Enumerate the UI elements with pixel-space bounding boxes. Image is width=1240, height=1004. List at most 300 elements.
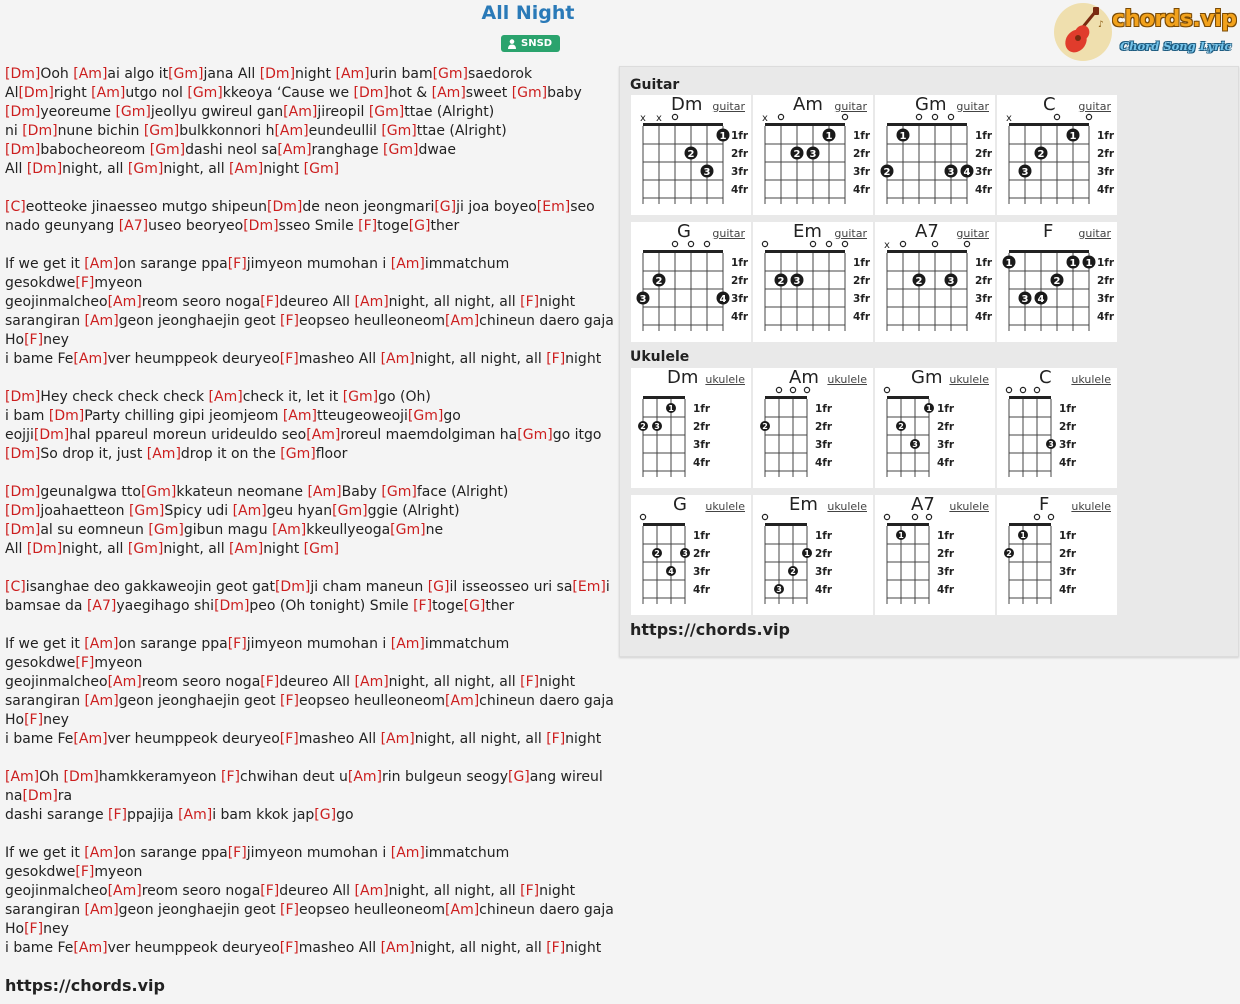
lyric-text: ney [43,332,69,348]
fret-label: 4fr [975,184,993,196]
lyric-text: joahaetteon [40,503,129,519]
chord-tag[interactable]: [Dm] [5,104,41,120]
lyric-text: i bame Fe [5,940,74,956]
chord-tag[interactable]: [C] [5,199,26,215]
lyric-text: eotteoke jinaesseo mutgo shipeun [25,199,267,215]
chord-tag[interactable]: [Am] [178,807,213,823]
lyric-text: ther [485,598,515,614]
chord-tag[interactable]: [Am] [229,161,264,177]
finger-dot [1035,147,1048,161]
lyric-text: i bame Fe [5,351,74,367]
chord-tag[interactable]: [Am] [84,902,119,918]
chord-tag[interactable]: [A7] [118,218,149,234]
open-string-marker [1020,387,1025,392]
chord-tag[interactable]: [F] [546,731,566,747]
chord-tag[interactable]: [Gm] [127,161,164,177]
fret-label: 4fr [1059,584,1077,596]
lyric-text: jireopil [317,104,369,120]
guitar-chord-card-c[interactable] [997,95,1117,215]
chord-tag[interactable]: [F] [413,598,433,614]
chord-tag[interactable]: [Am] [390,256,425,272]
chord-tag[interactable]: [Dm] [214,598,250,614]
lyric-text: toge [377,218,409,234]
chord-tag[interactable]: [Gm] [390,522,426,538]
chord-tag[interactable]: [Gm] [407,408,444,424]
finger-dot [1004,548,1014,558]
chord-tag[interactable]: [F] [279,731,299,747]
ukulele-chord-card-g[interactable] [631,495,751,615]
finger-number: 4 [719,294,727,305]
chord-tag[interactable]: [F] [221,769,240,785]
chord-tag[interactable]: [Gm] [115,104,151,120]
finger-number: 3 [1048,440,1054,450]
chord-tag[interactable]: [G] [434,199,457,215]
open-string-marker [762,514,767,519]
chord-tag[interactable]: [Dm] [5,503,41,519]
finger-number: 2 [1006,549,1012,559]
open-string-marker [1034,514,1039,519]
chord-tag[interactable]: [Gm] [148,522,184,538]
chord-tag[interactable]: [Dm] [18,85,54,101]
chord-tag[interactable]: [Dm] [5,522,41,538]
guitar-link[interactable]: guitar [956,100,989,113]
chord-tag[interactable]: [Gm] [368,104,405,120]
chord-tag[interactable]: [Am] [84,845,119,861]
ukulele-link[interactable]: ukulele [1071,373,1111,386]
chord-name: A7 [915,221,939,242]
chord-tag[interactable]: [F] [260,294,280,310]
finger-dot [701,165,714,179]
finger-number: 2 [883,167,891,178]
lyric-line [5,331,605,350]
finger-number: 2 [654,549,660,559]
lyric-line [5,464,605,483]
chord-tag[interactable]: [Gm] [303,161,340,177]
fret-label: 2fr [1059,548,1077,560]
lyric-text: go [336,807,354,823]
chord-tag[interactable]: [G] [463,598,486,614]
lyrics-block [5,65,614,958]
open-string-marker [912,514,917,519]
fret-label: 3fr [1059,439,1077,451]
chord-tag[interactable]: [Am] [146,446,181,462]
lyric-text: night [263,541,304,557]
lyric-text: sweet [465,85,512,101]
chord-tag[interactable]: [F] [75,864,95,880]
lyric-text: na [5,788,23,804]
chord-tag[interactable]: [Dm] [266,199,303,215]
chord-tag[interactable]: [Dm] [22,788,58,804]
open-string-marker [776,387,781,392]
chord-name: C [1039,367,1052,388]
lyric-line [5,236,605,255]
lyric-line [5,407,605,426]
footer-url[interactable]: https://chords.vip [5,976,165,995]
finger-number: 1 [719,131,727,142]
lyric-text: reom seoro noga [141,294,261,310]
finger-number: 2 [762,422,768,432]
chord-tag[interactable]: [F] [520,294,540,310]
lyric-text: immatchum [424,256,510,272]
chord-name: A7 [911,494,935,515]
guitar-chord-card-f[interactable] [997,222,1117,342]
fret-label: 4fr [853,184,871,196]
guitar-link[interactable]: guitar [1078,227,1111,240]
lyric-text: i bam [5,408,49,424]
guitar-link[interactable]: guitar [834,227,867,240]
guitar-link[interactable]: guitar [712,100,745,113]
lyric-text: deureo All [279,294,355,310]
chord-tag[interactable]: [Gm] [303,541,340,557]
fret-label: 1fr [1097,257,1115,269]
finger-dot [653,274,666,288]
chord-tag[interactable]: [F] [75,275,95,291]
finger-dot [638,421,648,431]
ukulele-chord-card-dm[interactable] [631,368,751,488]
lyric-text: kkeullyeoga [306,522,391,538]
chord-tag[interactable]: [G] [427,579,450,595]
finger-number: 3 [809,149,817,160]
chord-tag[interactable]: [F] [280,693,300,709]
chord-name: C [1043,94,1056,115]
lyric-text: geon jeonghaejin geot [118,902,281,918]
ukulele-link[interactable]: ukulele [949,500,989,513]
chord-tag[interactable]: [Dm] [22,123,58,139]
guitar-chord-card-em[interactable] [753,222,873,342]
lyric-line [5,711,605,730]
chord-tag[interactable]: [Dm] [5,66,41,82]
lyric-text: chineun daero gaja [479,902,614,918]
lyric-text: chineun daero gaja [479,693,614,709]
finger-number: 1 [1085,258,1093,269]
chord-tag[interactable]: [Dm] [26,161,63,177]
lyric-line [5,673,605,692]
guitar-chord-card-a7[interactable] [875,222,995,342]
ukulele-link[interactable]: ukulele [705,373,745,386]
chord-tag[interactable]: [Am] [282,408,317,424]
chord-tag[interactable]: [Am] [306,427,341,443]
chord-tag[interactable]: [Dm] [5,446,41,462]
chord-tag[interactable]: [Gm] [140,484,177,500]
chord-tag[interactable]: [Gm] [517,427,553,443]
lyric-text: floor [315,446,348,462]
lyric-text: eopseo heulleoneom [299,693,446,709]
chord-tag[interactable]: [Am] [73,940,108,956]
muted-string-marker: x [640,113,646,124]
ukulele-chord-card-em[interactable] [753,495,873,615]
chord-tag[interactable]: [Am] [84,313,119,329]
lyric-line [5,350,605,369]
lyric-line [5,483,605,502]
chord-tag[interactable]: [Am] [354,674,389,690]
finger-dot [924,403,934,413]
lyric-line [5,141,605,160]
chord-tag[interactable]: [G] [507,769,530,785]
chord-tag[interactable]: [Dm] [243,218,279,234]
chord-tag[interactable]: [F] [280,313,300,329]
chord-tag[interactable]: [F] [260,674,280,690]
ukulele-link[interactable]: ukulele [1071,500,1111,513]
fret-label: 1fr [731,257,749,269]
chord-tag[interactable]: [Gm] [149,142,186,158]
chord-tag[interactable]: [Am] [84,636,119,652]
ukulele-chord-card-c[interactable] [997,368,1117,488]
chord-tag[interactable]: [F] [24,332,44,348]
chord-tag[interactable]: [Gm] [143,123,180,139]
artist-badge[interactable] [501,35,560,52]
lyric-text: bamsae da [5,598,87,614]
chord-tag[interactable]: [F] [227,845,247,861]
chord-tag[interactable]: [Gm] [381,484,417,500]
chord-tag[interactable]: [Am] [274,123,309,139]
lyric-line [5,65,605,84]
lyric-text: isanghae deo gakkaweojin geot gat [25,579,275,595]
finger-dot [910,439,920,449]
chord-tag[interactable]: [Am] [277,142,312,158]
chord-tag[interactable]: [Am] [307,484,342,500]
chord-tag[interactable]: [Am] [84,256,119,272]
open-string-marker [884,387,889,392]
finger-dot [807,147,820,161]
fret-label: 4fr [853,311,871,323]
chord-tag[interactable]: [Gm] [381,123,417,139]
chord-tag[interactable]: [Gm] [168,66,204,82]
chord-tag[interactable]: [Am] [354,294,389,310]
chord-tag[interactable]: [Am] [354,883,389,899]
chord-tag[interactable]: [Am] [73,351,108,367]
chord-tag[interactable]: [Gm] [511,85,548,101]
chord-tag[interactable]: [Am] [107,883,142,899]
ukulele-chord-card-f[interactable] [997,495,1117,615]
ukulele-chord-card-gm[interactable] [875,368,995,488]
ukulele-link[interactable]: ukulele [827,373,867,386]
chord-tag[interactable]: [F] [520,674,540,690]
lyric-text: il isseosseo uri sa [449,579,573,595]
chord-tag[interactable]: [Gm] [127,541,164,557]
chord-tag[interactable]: [Am] [5,769,40,785]
chord-tag[interactable]: [Am] [380,351,415,367]
finger-number: 2 [790,567,796,577]
chord-tag[interactable]: [Am] [445,693,480,709]
lyric-text: night, all night, all [388,883,521,899]
chord-tag[interactable]: [F] [24,712,44,728]
fret-label: 3fr [1097,166,1115,178]
chord-tag[interactable]: [Am] [107,674,142,690]
chord-tag[interactable]: [F] [108,807,127,823]
lyric-text: geojinmalcheo [5,883,108,899]
chord-name: Dm [671,94,703,115]
chord-tag[interactable]: [Am] [390,636,425,652]
lyric-text: myeon [94,655,143,671]
chord-tag[interactable]: [Gm] [280,446,316,462]
finger-dot [652,421,662,431]
chord-tag[interactable]: [Am] [431,85,466,101]
ukulele-link[interactable]: ukulele [705,500,745,513]
lyric-text: al su eomneun [40,522,149,538]
chord-tag[interactable]: [F] [260,883,280,899]
chord-tag[interactable]: [Dm] [33,427,70,443]
ukulele-link[interactable]: ukulele [827,500,867,513]
guitar-chord-card-g[interactable] [631,222,751,342]
chord-tag[interactable]: [Am] [84,693,119,709]
chord-tag[interactable]: [F] [279,940,299,956]
lyric-line [5,312,614,331]
lyric-line [5,806,605,825]
fret-label: 3fr [937,439,955,451]
finger-dot [913,274,926,288]
chord-tag[interactable]: [Gm] [383,142,419,158]
open-string-marker [778,114,783,119]
lyric-text: sarangiran [5,693,85,709]
chord-tag[interactable]: [Dm] [5,484,41,500]
chord-tag[interactable]: [Am] [232,503,267,519]
chord-tag[interactable]: [C] [5,579,26,595]
open-string-marker [640,514,645,519]
chord-tag[interactable]: [F] [24,921,44,937]
chord-tag[interactable]: [Am] [380,731,415,747]
chord-tag[interactable]: [Em] [572,579,606,595]
lyric-line [5,160,605,179]
lyric-text: night [295,66,336,82]
chord-tag[interactable]: [Am] [73,66,108,82]
finger-dot [1067,256,1080,270]
chord-tag[interactable]: [Am] [107,294,142,310]
open-string-marker [826,241,831,246]
chord-tag[interactable]: [Em] [536,199,571,215]
chord-tag[interactable]: [Am] [283,104,318,120]
chord-tag[interactable]: [F] [520,883,540,899]
fret-label: 2fr [853,275,871,287]
lyric-line [5,122,605,141]
chord-tag[interactable]: [Am] [229,541,264,557]
lyric-text: night, all night, all [414,351,547,367]
chord-name: F [1039,494,1050,515]
finger-dot [717,129,730,143]
lyric-text: Ho [5,921,25,937]
chord-tag[interactable]: [Dm] [259,66,296,82]
lyric-text: jimyeon mumohan i [246,845,391,861]
fret-label: 4fr [1097,184,1115,196]
site-logo[interactable] [1054,3,1237,63]
lyric-text: geon jeonghaejin geot [118,693,281,709]
chord-tag[interactable]: [Am] [272,522,307,538]
chord-tag[interactable]: [Am] [73,731,108,747]
fret-label: 1fr [1059,530,1077,542]
ukulele-chord-diagram [997,368,1117,488]
ukulele-chord-card-a7[interactable] [875,495,995,615]
chord-tag[interactable]: [F] [280,902,300,918]
chord-tag[interactable]: [Dm] [5,142,41,158]
open-string-marker [810,241,815,246]
muted-string-marker: x [884,240,890,251]
open-string-marker [688,241,693,246]
open-string-marker [964,241,969,246]
guitar-chord-card-am[interactable] [753,95,873,215]
chord-tag[interactable]: [A7] [86,598,117,614]
chord-tag[interactable]: [F] [358,218,378,234]
guitar-link[interactable]: guitar [1078,100,1111,113]
finger-number: 1 [1020,531,1026,541]
chord-tag[interactable]: [Gm] [332,503,368,519]
chord-tag[interactable]: [Dm] [48,408,85,424]
fret-label: 3fr [1097,293,1115,305]
finger-dot [1051,274,1064,288]
chord-tag[interactable]: [F] [227,636,247,652]
chord-tag[interactable]: [Am] [208,389,243,405]
guitar-chord-card-dm[interactable] [631,95,751,215]
chord-tag[interactable]: [Dm] [353,85,389,101]
lyric-text: masheo All [298,731,381,747]
panel-url[interactable]: https://chords.vip [630,620,790,639]
finger-dot [788,566,798,576]
artist-name: SNSD [521,38,553,49]
chord-tag[interactable]: [Gm] [432,66,469,82]
logo-subtitle: Chord Song Lyric [1120,39,1232,53]
fret-label: 2fr [731,275,749,287]
chord-tag[interactable]: [Am] [390,845,425,861]
fret-label: 3fr [731,293,749,305]
lyric-text: If we get it [5,636,85,652]
finger-number: 2 [777,276,785,287]
fret-label: 2fr [975,148,993,160]
chord-tag[interactable]: [Gm] [187,85,223,101]
lyric-text: toge [432,598,464,614]
chord-tag[interactable]: [Dm] [63,769,99,785]
lyric-text: geunalgwa tto [40,484,141,500]
fret-label: 1fr [815,530,833,542]
chord-tag[interactable]: [F] [546,351,566,367]
chord-tag[interactable]: [Am] [347,769,383,785]
chord-tag[interactable]: [Am] [335,66,370,82]
chord-tag[interactable]: [Dm] [274,579,311,595]
lyric-text: geon jeonghaejin geot [118,313,281,329]
lyric-line [5,730,605,749]
guitar-chord-card-gm[interactable] [875,95,995,215]
chord-tag[interactable]: [F] [227,256,247,272]
lyric-text: tteugeoweoji [316,408,408,424]
chord-name: F [1043,221,1054,242]
chord-tag[interactable]: [Dm] [5,389,41,405]
chord-tag[interactable]: [F] [546,940,566,956]
fret-label: 1fr [937,530,955,542]
chord-tag[interactable]: [Am] [445,902,480,918]
chord-tag[interactable]: [G] [408,218,431,234]
chord-tag[interactable]: [F] [75,655,95,671]
ukulele-link[interactable]: ukulele [949,373,989,386]
finger-number: 3 [793,276,801,287]
fret-label: 3fr [1059,566,1077,578]
chord-tag[interactable]: [Am] [445,313,480,329]
chord-tag[interactable]: [Am] [91,85,126,101]
ukulele-chord-card-am[interactable] [753,368,873,488]
chord-tag[interactable]: [G] [314,807,337,823]
fret-label: 2fr [975,275,993,287]
finger-number: 2 [640,422,646,432]
guitar-link[interactable]: guitar [956,227,989,240]
chord-tag[interactable]: [Gm] [128,503,165,519]
chord-tag[interactable]: [Am] [380,940,415,956]
chord-tag[interactable]: [F] [279,351,299,367]
guitar-link[interactable]: guitar [834,100,867,113]
finger-dot [1019,292,1032,306]
guitar-link[interactable]: guitar [712,227,745,240]
lyric-text: Ooh [40,66,74,82]
lyric-text: check it, let it [242,389,343,405]
lyric-line [5,103,605,122]
chord-tag[interactable]: [Gm] [342,389,379,405]
chord-tag[interactable]: [Dm] [26,541,63,557]
lyric-text: deureo All [279,883,355,899]
